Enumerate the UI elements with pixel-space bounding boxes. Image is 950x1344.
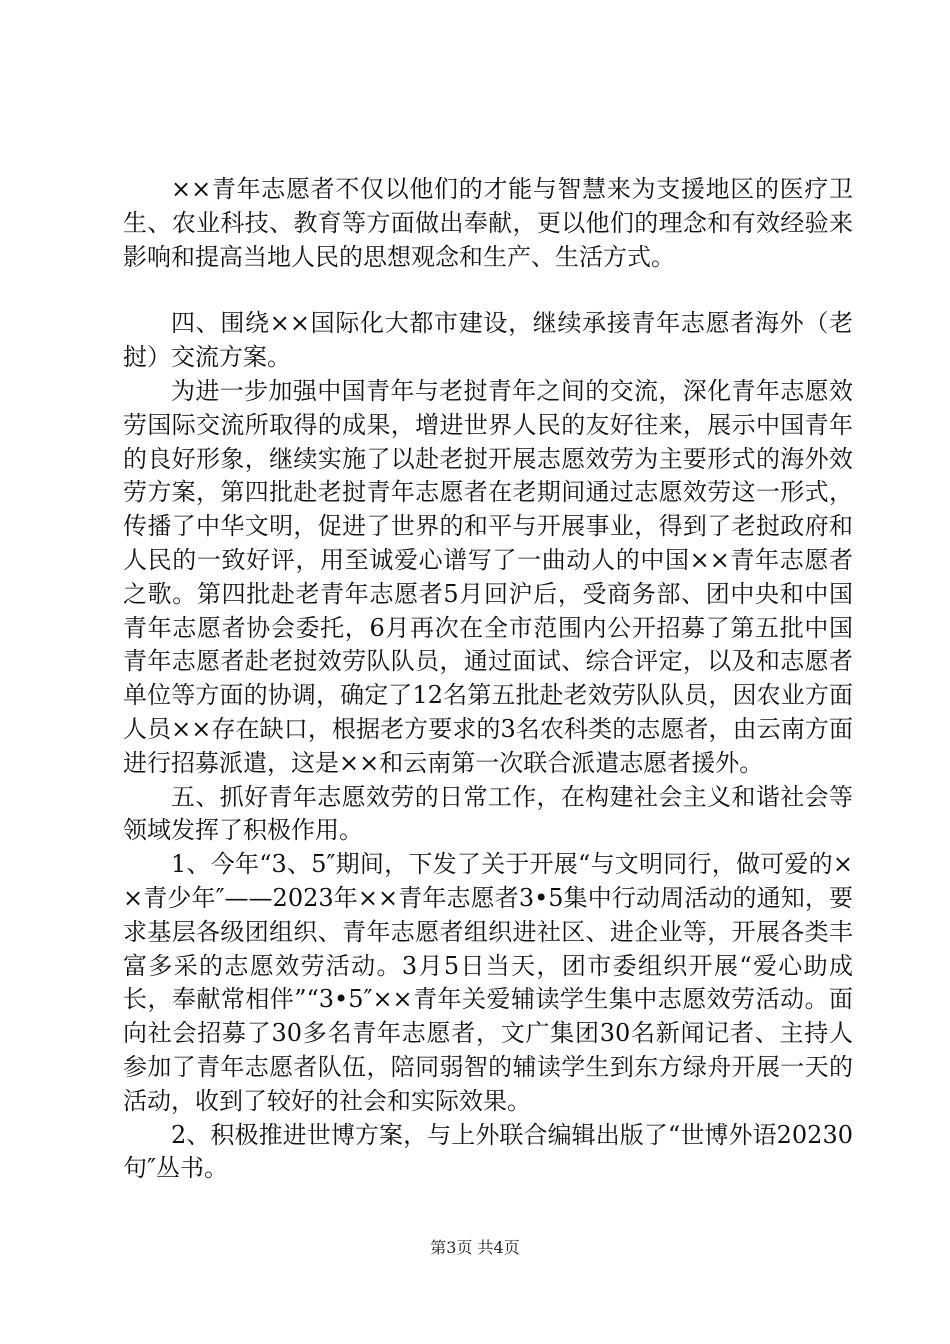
section-heading-four: 四、围绕××国际化大都市建设，继续承接青年志愿者海外（老挝）交流方案。 [123,309,853,372]
section-heading-five: 五、抓好青年志愿效劳的日常工作，在构建社会主义和谐社会等领域发挥了积极作用。 [123,782,853,845]
paragraph-item-one: 1、今年“3、5″期间，下发了关于开展“与文明同行，做可爱的××青少年″——2023年××青年志愿者3•5集中行动周活动的通知，要求基层各级团组织、青年志愿者组织进社区、进企业等，开展各类丰富多采的志愿效劳活动。3月5日当天，团市委组织开展“爱心助成长，奉献常相伴”“3•5″××青年关爱辅读学生集中志愿效劳活动。面向社会招募了30多名青年志愿者，文广集团30名新闻记者、主持人参加了青年志愿者队伍，陪同弱智的辅读学生到东方绿舟开展一天的活动，收到了较好的社会和实际效果。 [123,850,853,1115]
page-number-footer: 第3页 共4页 [430,1238,520,1257]
document-body [123,173,853,1186]
paragraph-volunteer-contribution: ××青年志愿者不仅以他们的才能与智慧来为支援地区的医疗卫生、农业科技、教育等方面做出奉献，更以他们的理念和有效经验来影响和提高当地人民的思想观念和生产、生活方式。 [123,175,853,271]
paragraph-item-two: 2、积极推进世博方案，与上外联合编辑出版了“世博外语20230句″丛书。 [123,1120,853,1183]
paragraph-laos-exchange: 为进一步加强中国青年与老挝青年之间的交流，深化青年志愿效劳国际交流所取得的成果，增进世界人民的友好往来，展示中国青年的良好形象，继续实施了以赴老挝开展志愿效劳为主要形式的海外效劳方案，第四批赴老挝青年志愿者在老期间通过志愿效劳这一形式，传播了中华文明，促进了世界的和平与开展事业，得到了老挝政府和人民的一致好评，用至诚爱心谱写了一曲动人的中国××青年志愿者之歌。第四批赴老青年志愿者5月回沪后，受商务部、团中央和中国青年志愿者协会委托，6月再次在全市范围内公开招募了第五批中国青年志愿者赴老挝效劳队队员，通过面试、综合评定，以及和志愿者单位等方面的协调，确定了12名第五批赴老效劳队队员，因农业方面人员××存在缺口，根据老方要求的3名农科类的志愿者，由云南方面进行招募派遣，这是××和云南第一次联合派遣志愿者援外。 [123,376,853,777]
